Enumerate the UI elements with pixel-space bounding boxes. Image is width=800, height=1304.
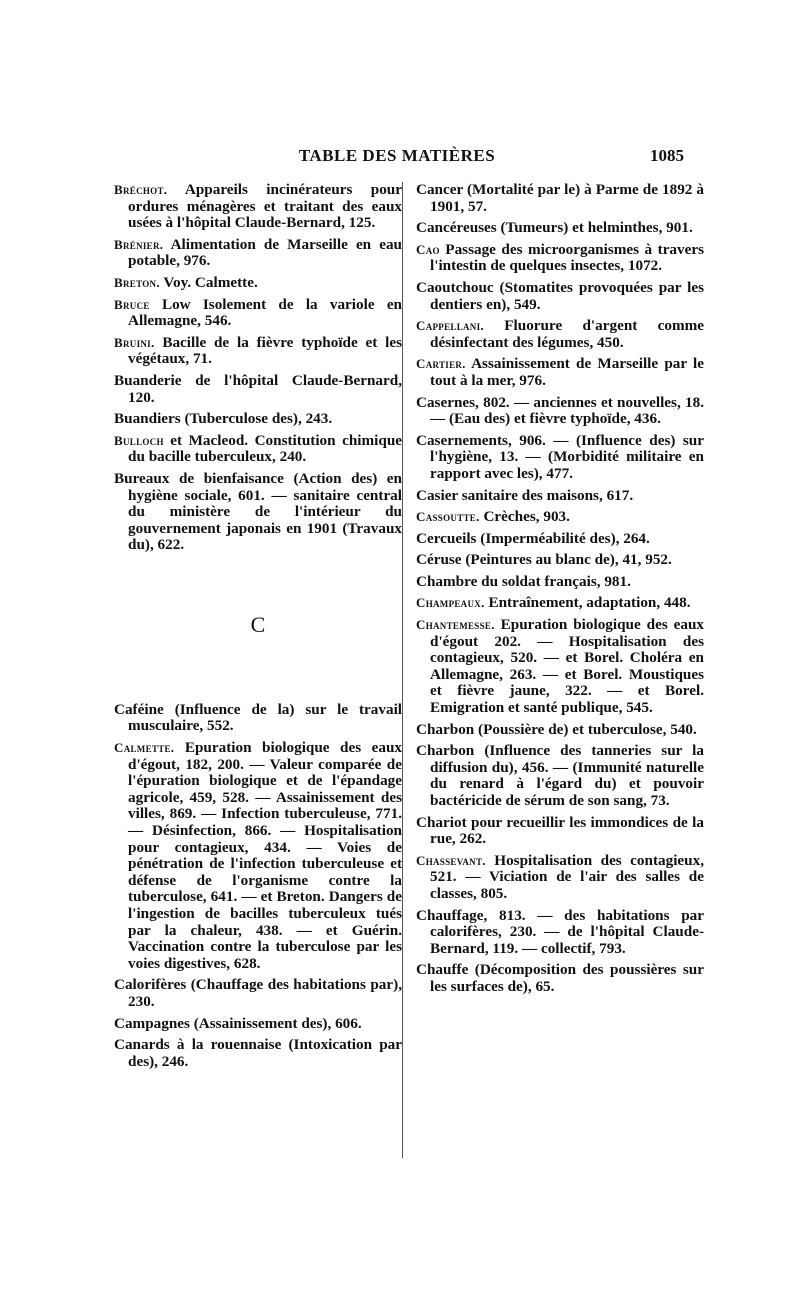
entry-head: Chassevant. — [416, 852, 486, 868]
entry-head: Cartier. — [416, 356, 466, 372]
entry-text: (Stomatites provoquées par les dentiers en), 549. — [430, 278, 704, 313]
entry-head: Bureaux — [114, 469, 170, 487]
entry-text: Epuration biologique des eaux d'égout 202. — Hospitalisation des contagieux, 520. — et Borel. Choléra en Allemagne, 263. — et Borel. Moustiques et fièvre jaune, 322. — et Borel. Emigration et santé publique, 545. — [430, 616, 704, 717]
index-entry — [114, 1037, 402, 1070]
entry-head: Chauffage, — [416, 906, 488, 924]
index-entry — [416, 853, 704, 903]
entry-head: Champeaux. — [416, 595, 485, 611]
index-entry — [114, 335, 402, 368]
index-entry — [114, 702, 402, 735]
entry-head: Charbon — [416, 720, 475, 738]
index-entry — [114, 1016, 402, 1033]
entry-text: Bacille de la fièvre typhoïde et les végétaux, 71. — [128, 333, 402, 368]
column-divider — [402, 182, 403, 1158]
entry-head: Chambre — [416, 572, 478, 590]
entry-head: Caféine — [114, 700, 164, 718]
entry-text: du soldat français, 981. — [481, 572, 631, 590]
entry-text: (Tumeurs) et helminthes, 901. — [500, 219, 693, 237]
entry-text: (Poussière de) et tuberculose, 540. — [478, 720, 697, 738]
index-entry — [416, 908, 704, 958]
index-entry — [416, 280, 704, 313]
entry-head: Cassoutte. — [416, 509, 480, 525]
entry-text: 906. — (Influence des) sur l'hygiène, 13. — (Morbidité militaire en rapport avec les), 477. — [430, 431, 704, 482]
entry-head: Calmette. — [114, 740, 175, 756]
index-entry — [416, 318, 704, 351]
index-entry — [416, 552, 704, 569]
entry-text: (Assainissement des), 606. — [193, 1014, 362, 1032]
index-entry — [416, 531, 704, 548]
entry-head: Casernements, — [416, 431, 512, 449]
entry-text: Epuration biologique des eaux d'égout, 182, 200. — Valeur comparée de l'épuration biologique et de l'épandage agricole, 459, 528. — Assainissement des villes, 869. — Infection tuberculeuse, 771. — Désinfection, 866. — Hospitalisation pour contagieux, 434. — Voies de pénétration de l'infection tuberculeuse et défense de l'organisme contre la tuberculose, 641. — et Breton. Dangers de l'ingestion de bacilles tuberculeux tués par la chaleur, 438. — et Guérin. Vaccination contre la tuberculose par les voies digestives, 628. — [128, 739, 403, 972]
entry-text: Assainissement de Marseille par le tout à la mer, 976. — [430, 355, 704, 389]
entries-after-list — [114, 702, 402, 1070]
entry-head: Casier — [416, 486, 458, 504]
index-entry — [416, 433, 704, 483]
index-entry — [416, 509, 704, 526]
entry-text: (Influence des tanneries sur la diffusion du), 456. — (Immunité naturelle du renard à l'égard du) et pouvoir bactéricide de sérum de son sang, 73. — [430, 742, 704, 809]
entry-text: Alimentation de Marseille en eau potable, 976. — [128, 235, 402, 270]
entry-text: pour recueillir les immondices de la rue, 262. — [430, 813, 704, 848]
index-entry — [416, 356, 704, 389]
index-entry — [114, 471, 402, 554]
entry-head: Breton. — [114, 274, 160, 290]
entry-text: sanitaire des maisons, 617. — [461, 486, 634, 504]
index-entry — [416, 722, 704, 739]
entry-text: Crèches, 903. — [483, 508, 570, 526]
index-entry — [416, 815, 704, 848]
entry-head: Cappellani. — [416, 318, 484, 334]
entry-text: (Tuberculose des), 243. — [184, 410, 333, 428]
entry-text: (Influence de la) sur le travail musculaire, 552. — [128, 700, 403, 735]
index-entry — [416, 220, 704, 237]
entry-text: à la rouennaise (Intoxication par des), 246. — [128, 1036, 403, 1070]
entry-text: Appareils incinérateurs pour ordures ménagères et traitant des eaux usées à l'hôpital Claude-Bernard, 125. — [128, 181, 402, 232]
entry-text: (Imperméabilité des), 264. — [480, 529, 650, 547]
index-entry — [114, 433, 402, 466]
index-entry — [114, 237, 402, 270]
index-entry — [416, 574, 704, 591]
left-column — [114, 182, 402, 1075]
entry-text: (Décomposition des poussières sur les surfaces de), 65. — [430, 961, 704, 995]
entry-head: Bruini. — [114, 334, 155, 350]
entry-text: Hospitalisation des contagieux, 521. — Viciation de l'air des salles de classes, 805. — [430, 851, 704, 902]
entry-text: et Macleod. Constitution chimique du bacille tuberculeux, 240. — [128, 431, 403, 466]
index-entry — [114, 182, 402, 232]
entry-head: Buandiers — [114, 410, 181, 428]
running-title: TABLE DES MATIÈRES — [298, 146, 496, 165]
index-entry — [416, 595, 704, 612]
index-entry — [416, 395, 704, 428]
entry-text: Voy. Calmette. — [163, 273, 258, 291]
entry-text: 813. — des habitations par calorifères, 230. — de l'hôpital Claude-Bernard, 119. — collectif, 793. — [430, 906, 705, 957]
entry-head: Céruse — [416, 551, 462, 569]
entry-head: Chantemesse. — [416, 617, 495, 633]
entry-head: Buanderie — [114, 371, 182, 389]
entry-text: (Mortalité par le) à Parme de 1892 à 1901, 57. — [430, 181, 704, 215]
index-entry — [114, 297, 402, 330]
entry-head: Calorifères — [114, 976, 187, 994]
entry-head: Campagnes — [114, 1014, 190, 1032]
index-entry — [416, 488, 704, 505]
index-entry — [416, 962, 704, 995]
entry-head: Cao — [416, 241, 440, 257]
section-letter: C — [250, 611, 266, 637]
entry-head: Caoutchouc — [416, 278, 494, 296]
index-entry — [114, 275, 402, 292]
entry-head: Bulloch — [114, 432, 164, 448]
entry-text: Passage des microorganismes à travers l'intestin de quelques insectes, 1072. — [430, 240, 705, 275]
entry-text: Entraînement, adaptation, 448. — [488, 594, 691, 612]
index-entry — [114, 411, 402, 428]
index-entry — [114, 977, 402, 1010]
entry-head: Canards — [114, 1036, 170, 1054]
entry-head: Bruce — [114, 296, 150, 312]
entry-text: Fluorure d'argent comme désinfectant des légumes, 450. — [430, 317, 704, 351]
entry-head: Chauffe — [416, 961, 469, 979]
entry-text: (Chauffage des habitations par), 230. — [128, 976, 402, 1010]
index-entry — [416, 242, 704, 275]
entry-text: de l'hôpital Claude-Bernard, 120. — [128, 371, 402, 406]
index-entry — [416, 617, 704, 717]
right-column — [416, 182, 704, 1001]
index-entry — [416, 182, 704, 215]
entry-head: Chariot — [416, 813, 467, 831]
index-entry — [416, 743, 704, 809]
index-entry — [114, 373, 402, 406]
entry-text: (Peintures au blanc de), 41, 952. — [465, 551, 672, 569]
entry-head: Charbon — [416, 742, 475, 760]
entry-text: 802. — anciennes et nouvelles, 18. — (Eau des) et fièvre typhoïde, 436. — [430, 393, 704, 428]
entry-head: Cancéreuses — [416, 219, 497, 237]
entry-head: Bréchot. — [114, 182, 168, 197]
entries-before-list — [114, 182, 402, 554]
page-header — [110, 146, 684, 170]
entry-head: Casernes, — [416, 393, 479, 411]
entry-head: Brénier. — [114, 236, 164, 252]
index-entry — [114, 740, 402, 972]
entry-head: Cancer — [416, 181, 463, 198]
entry-text: de bienfaisance (Action des) en hygiène sociale, 601. — sanitaire central du ministère de l'intérieur du gouvernement japonais en 1901 (Travaux du), 622. — [128, 469, 402, 554]
page-number: 1085 — [650, 146, 684, 165]
entry-head: Cercueils — [416, 529, 477, 547]
entry-text: Low Isolement de la variole en Allemagne, 546. — [128, 295, 403, 330]
right-entries-list — [416, 182, 704, 996]
